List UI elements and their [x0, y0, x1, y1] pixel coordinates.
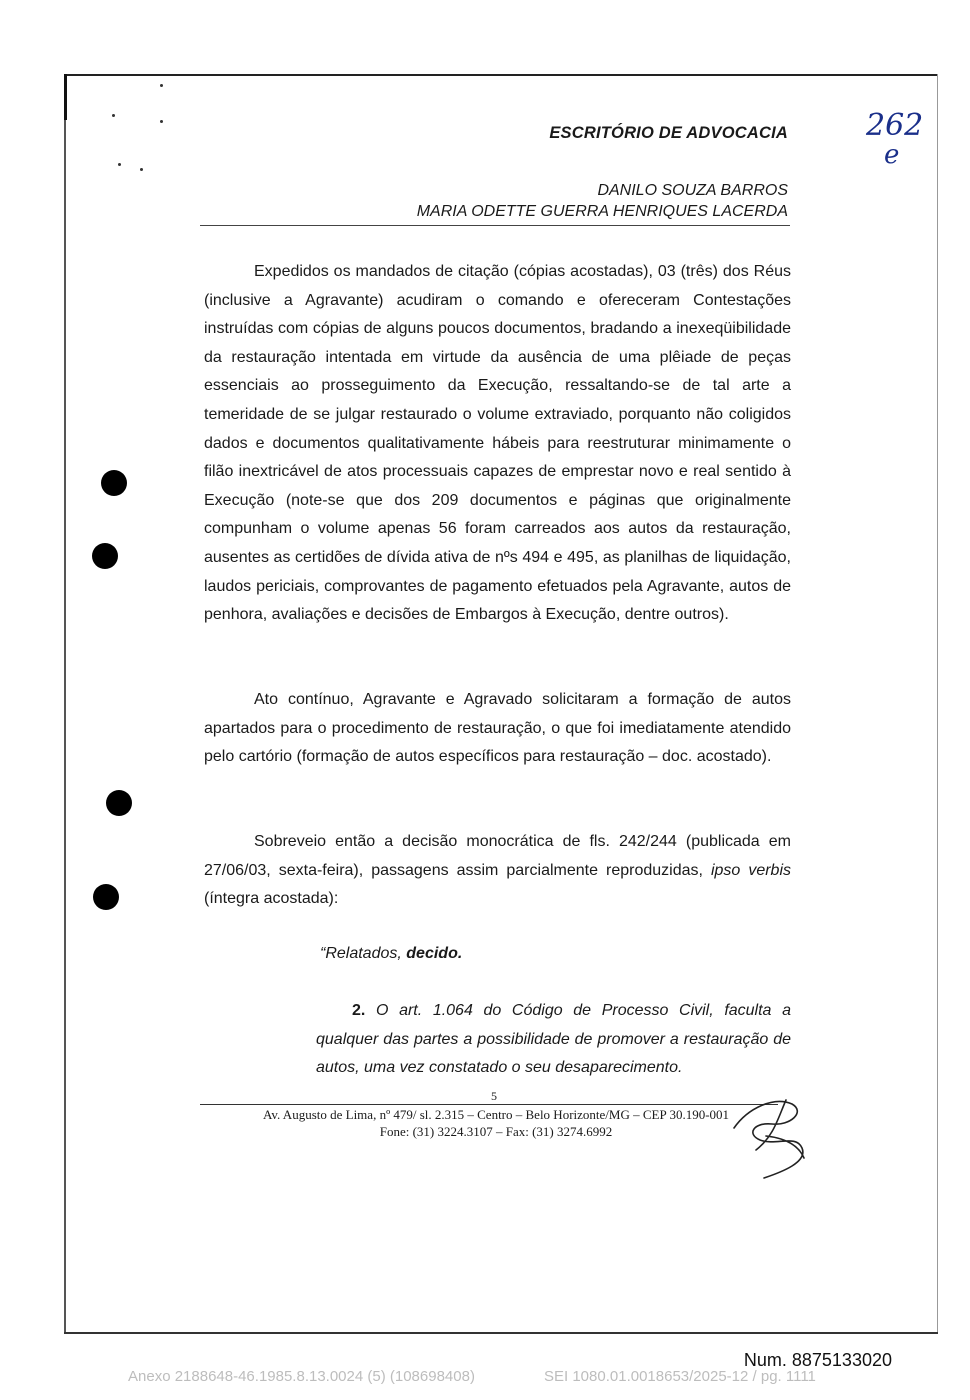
footer-divider	[200, 1104, 778, 1105]
frame-left-corner	[64, 74, 67, 120]
footer-address-line: Av. Augusto de Lima, nº 479/ sl. 2.315 – Centro – Belo Horizonte/MG – CEP 30.190-001	[262, 1107, 730, 1122]
punch-hole	[106, 790, 132, 816]
signature-scribble	[726, 1088, 810, 1180]
paragraph-3-text: Sobreveio então a decisão monocrática de fls. 242/244 (publicada em 27/06/03, sexta-feira), passagens assim parcialmente reproduzidas,	[204, 833, 791, 879]
office-title: ESCRITÓRIO DE ADVOCACIA	[549, 124, 788, 142]
quote-opening-bold: decido.	[406, 945, 463, 962]
quote-item-number: 2.	[352, 1002, 366, 1019]
footer-phone-line: Fone: (31) 3224.3107 – Fax: (31) 3274.6992	[379, 1124, 613, 1139]
scan-speck	[112, 114, 115, 117]
sei-watermark: SEI 1080.01.0018653/2025-12 / pg. 1111	[544, 1368, 816, 1385]
body-paragraph-3	[204, 828, 791, 914]
punch-hole	[92, 543, 118, 569]
scan-speck	[160, 84, 163, 87]
annex-watermark: Anexo 2188648-46.1985.8.13.0024 (5) (108698408)	[128, 1368, 475, 1385]
punch-hole	[101, 470, 127, 496]
page-number: 5	[491, 1089, 497, 1103]
paragraph-3-ending: (íntegra acostada):	[204, 890, 339, 908]
frame-bottom-edge	[64, 1332, 938, 1334]
scan-speck	[118, 163, 121, 166]
quote-opening-text: “Relatados,	[320, 945, 402, 962]
handwritten-initial: e	[884, 140, 900, 170]
scan-speck	[140, 168, 143, 171]
quote-opening	[320, 940, 462, 969]
frame-right-edge	[937, 74, 938, 1334]
header-divider	[200, 225, 790, 226]
frame-left-edge	[64, 74, 66, 1334]
handwritten-page-number: 262	[866, 108, 924, 143]
quote-item	[316, 997, 791, 1083]
lawyer-name-2: MARIA ODETTE GUERRA HENRIQUES LACERDA	[416, 203, 788, 220]
ipso-verbis-text: ipso verbis	[710, 861, 792, 879]
frame-top-edge	[64, 74, 938, 76]
document-number: Num. 8875133020	[743, 1350, 892, 1370]
body-paragraph-2: Ato contínuo, Agravante e Agravado solicitaram a formação de autos apartados para o procedimento de restauração, o que foi imediatamente atendido pelo cartório (formação de autos específicos para restauração – doc. acostado).	[204, 691, 791, 766]
lawyer-name-1: DANILO SOUZA BARROS	[597, 182, 788, 199]
scan-speck	[160, 120, 163, 123]
footer-address	[200, 1106, 792, 1140]
body-paragraph-1: Expedidos os mandados de citação (cópias acostadas), 03 (três) dos Réus (inclusive a Agravante) acudiram o comando e ofereceram Contestações instruídas com cópias de alguns poucos documentos, bradando a inexeqüibilidade da restauração intentada em virtude da ausência de uma plêiade de peças essenciais ao prosseguimento da Execução, ressaltando-se de tal arte a temeridade de se julgar restaurado o volume extraviado, porquanto não coligidos dados e documentos qualitativamente hábeis para reestruturar minimamente o filão inextricável de atos processuais capazes de emprestar novo e real sentido à Execução (note-se que dos 209 documentos e páginas que originalmente compunham o volume apenas 56 foram carreados aos autos da restauração, ausentes as certidões de dívida ativa de nºs 494 e 495, as planilhas de liquidação, laudos periciais, comprovantes de pagamento efetuados pela Agravante, autos de penhora, avaliações e decisões de Embargos à Execução, dentre outros).	[204, 263, 791, 624]
quote-item-text: O art. 1.064 do Código de Processo Civil, faculta a qualquer das partes a possibilidade de promover a restauração de autos, uma vez constatado o seu desaparecimento.	[316, 1002, 791, 1077]
punch-hole	[93, 884, 119, 910]
